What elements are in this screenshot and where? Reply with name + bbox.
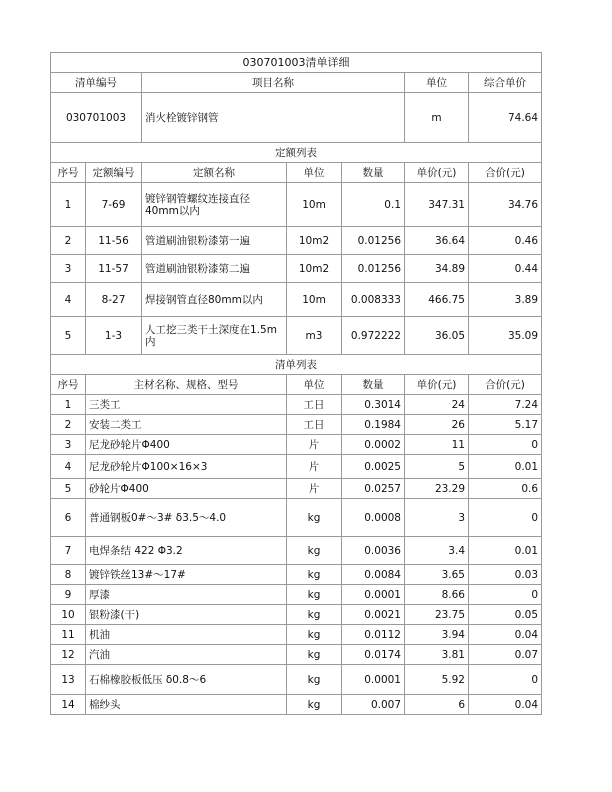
- material-unit: 片: [287, 435, 342, 455]
- material-name: 电焊条结 422 Φ3.2: [86, 537, 287, 565]
- material-name: 机油: [86, 625, 287, 645]
- material-name: 砂轮片Φ400: [86, 479, 287, 499]
- quota-section-row: [51, 143, 542, 163]
- quota-row: [51, 283, 542, 317]
- quota-qty: 0.1: [342, 183, 405, 227]
- material-unit: kg: [287, 605, 342, 625]
- material-section-title: 清单列表: [51, 355, 542, 375]
- material-qty-header: 数量: [342, 375, 405, 395]
- quota-header-row: [51, 163, 542, 183]
- quota-code: 11-56: [86, 227, 142, 255]
- quota-seq: 2: [51, 227, 86, 255]
- quota-price: 34.89: [405, 255, 469, 283]
- material-header-row: [51, 375, 542, 395]
- material-row: [51, 665, 542, 695]
- quota-name-header: 定额名称: [142, 163, 287, 183]
- material-row: [51, 415, 542, 435]
- material-seq: 12: [51, 645, 86, 665]
- quota-name: 焊接钢管直径80mm以内: [142, 283, 287, 317]
- quota-seq: 5: [51, 317, 86, 355]
- quota-name: 人工挖三类干土深度在1.5m内: [142, 317, 287, 355]
- material-name: 安装二类工: [86, 415, 287, 435]
- material-seq-header: 序号: [51, 375, 86, 395]
- material-name: 镀锌铁丝13#～17#: [86, 565, 287, 585]
- material-total: 0.05: [469, 605, 542, 625]
- material-row: [51, 645, 542, 665]
- material-unit: kg: [287, 565, 342, 585]
- material-total-header: 合价(元): [469, 375, 542, 395]
- quota-section-title: 定额列表: [51, 143, 542, 163]
- material-name: 三类工: [86, 395, 287, 415]
- material-qty: 0.007: [342, 695, 405, 715]
- material-seq: 2: [51, 415, 86, 435]
- material-price: 5: [405, 455, 469, 479]
- quota-price: 36.64: [405, 227, 469, 255]
- material-price: 3.65: [405, 565, 469, 585]
- bill-name-header: 项目名称: [142, 73, 405, 93]
- quota-seq: 4: [51, 283, 86, 317]
- quota-qty: 0.972222: [342, 317, 405, 355]
- quota-total: 35.09: [469, 317, 542, 355]
- bill-unit: m: [405, 93, 469, 143]
- quota-qty-header: 数量: [342, 163, 405, 183]
- bill-row: [51, 93, 542, 143]
- material-name: 汽油: [86, 645, 287, 665]
- material-total: 0: [469, 665, 542, 695]
- quota-name: 管道刷油银粉漆第二遍: [142, 255, 287, 283]
- material-unit: kg: [287, 537, 342, 565]
- material-name: 厚漆: [86, 585, 287, 605]
- material-seq: 9: [51, 585, 86, 605]
- material-qty: 0.0084: [342, 565, 405, 585]
- material-price: 23.29: [405, 479, 469, 499]
- material-unit: 片: [287, 455, 342, 479]
- material-row: [51, 605, 542, 625]
- title-row: [51, 53, 542, 73]
- material-qty: 0.0112: [342, 625, 405, 645]
- material-unit: kg: [287, 499, 342, 537]
- material-rows: [51, 395, 542, 715]
- quota-unit-header: 单位: [287, 163, 342, 183]
- quota-row: [51, 255, 542, 283]
- material-price: 26: [405, 415, 469, 435]
- material-qty: 0.3014: [342, 395, 405, 415]
- bill-price: 74.64: [469, 93, 542, 143]
- quota-total: 0.44: [469, 255, 542, 283]
- quota-rows: [51, 183, 542, 355]
- quota-total: 3.89: [469, 283, 542, 317]
- quota-seq: 1: [51, 183, 86, 227]
- material-total: 0: [469, 499, 542, 537]
- bill-name: 消火栓镀锌钢管: [142, 93, 405, 143]
- material-qty: 0.0008: [342, 499, 405, 537]
- material-seq: 3: [51, 435, 86, 455]
- material-row: [51, 565, 542, 585]
- material-price: 24: [405, 395, 469, 415]
- material-total: 0.04: [469, 695, 542, 715]
- material-qty: 0.0001: [342, 665, 405, 695]
- quota-name: 管道刷油银粉漆第一遍: [142, 227, 287, 255]
- quota-total-header: 合价(元): [469, 163, 542, 183]
- material-total: 0: [469, 435, 542, 455]
- material-price: 5.92: [405, 665, 469, 695]
- material-seq: 11: [51, 625, 86, 645]
- material-total: 0: [469, 585, 542, 605]
- material-qty: 0.0036: [342, 537, 405, 565]
- material-seq: 13: [51, 665, 86, 695]
- material-qty: 0.1984: [342, 415, 405, 435]
- material-seq: 14: [51, 695, 86, 715]
- material-name: 棉纱头: [86, 695, 287, 715]
- material-qty: 0.0174: [342, 645, 405, 665]
- material-name: 尼龙砂轮片Φ400: [86, 435, 287, 455]
- bill-code-header: 清单编号: [51, 73, 142, 93]
- material-qty: 0.0025: [342, 455, 405, 479]
- material-total: 0.04: [469, 625, 542, 645]
- quota-total: 0.46: [469, 227, 542, 255]
- quota-code-header: 定额编号: [86, 163, 142, 183]
- bill-header-row: [51, 73, 542, 93]
- quota-row: [51, 183, 542, 227]
- material-unit: 工日: [287, 395, 342, 415]
- material-total: 5.17: [469, 415, 542, 435]
- quota-unit: m3: [287, 317, 342, 355]
- material-unit: kg: [287, 695, 342, 715]
- page-title: 030701003清单详细: [51, 53, 542, 73]
- material-row: [51, 695, 542, 715]
- material-row: [51, 625, 542, 645]
- material-qty: 0.0001: [342, 585, 405, 605]
- material-name: 银粉漆(干): [86, 605, 287, 625]
- material-unit: kg: [287, 585, 342, 605]
- material-row: [51, 585, 542, 605]
- material-seq: 8: [51, 565, 86, 585]
- material-price: 3.81: [405, 645, 469, 665]
- quota-unit: 10m2: [287, 255, 342, 283]
- quota-seq: 3: [51, 255, 86, 283]
- material-unit-header: 单位: [287, 375, 342, 395]
- material-name: 石棉橡胶板低压 δ0.8～6: [86, 665, 287, 695]
- quota-price-header: 单价(元): [405, 163, 469, 183]
- material-row: [51, 435, 542, 455]
- material-row: [51, 455, 542, 479]
- material-price: 8.66: [405, 585, 469, 605]
- material-row: [51, 499, 542, 537]
- material-unit: kg: [287, 665, 342, 695]
- bill-price-header: 综合单价: [469, 73, 542, 93]
- quota-seq-header: 序号: [51, 163, 86, 183]
- material-seq: 4: [51, 455, 86, 479]
- quota-code: 8-27: [86, 283, 142, 317]
- quota-price: 347.31: [405, 183, 469, 227]
- material-price: 6: [405, 695, 469, 715]
- material-name: 尼龙砂轮片Φ100×16×3: [86, 455, 287, 479]
- material-price: 3: [405, 499, 469, 537]
- quota-price: 466.75: [405, 283, 469, 317]
- material-seq: 6: [51, 499, 86, 537]
- material-row: [51, 395, 542, 415]
- material-row: [51, 479, 542, 499]
- quota-total: 34.76: [469, 183, 542, 227]
- material-price: 3.4: [405, 537, 469, 565]
- material-unit: 片: [287, 479, 342, 499]
- material-qty: 0.0257: [342, 479, 405, 499]
- material-unit: kg: [287, 625, 342, 645]
- quota-unit: 10m: [287, 183, 342, 227]
- material-total: 0.01: [469, 455, 542, 479]
- material-total: 0.6: [469, 479, 542, 499]
- material-seq: 10: [51, 605, 86, 625]
- quota-qty: 0.01256: [342, 227, 405, 255]
- bill-code: 030701003: [51, 93, 142, 143]
- material-total: 7.24: [469, 395, 542, 415]
- material-total: 0.03: [469, 565, 542, 585]
- quota-unit: 10m2: [287, 227, 342, 255]
- material-row: [51, 537, 542, 565]
- bill-unit-header: 单位: [405, 73, 469, 93]
- material-seq: 7: [51, 537, 86, 565]
- material-seq: 1: [51, 395, 86, 415]
- material-name-header: 主材名称、规格、型号: [86, 375, 287, 395]
- quota-qty: 0.008333: [342, 283, 405, 317]
- material-unit: kg: [287, 645, 342, 665]
- quota-price: 36.05: [405, 317, 469, 355]
- quota-code: 11-57: [86, 255, 142, 283]
- quota-unit: 10m: [287, 283, 342, 317]
- material-section-row: [51, 355, 542, 375]
- material-seq: 5: [51, 479, 86, 499]
- quota-qty: 0.01256: [342, 255, 405, 283]
- material-qty: 0.0002: [342, 435, 405, 455]
- material-name: 普通钢板0#～3# δ3.5～4.0: [86, 499, 287, 537]
- bill-detail-table: [50, 52, 542, 715]
- quota-row: [51, 227, 542, 255]
- quota-code: 1-3: [86, 317, 142, 355]
- material-price: 3.94: [405, 625, 469, 645]
- material-unit: 工日: [287, 415, 342, 435]
- material-price: 11: [405, 435, 469, 455]
- material-price-header: 单价(元): [405, 375, 469, 395]
- material-price: 23.75: [405, 605, 469, 625]
- quota-row: [51, 317, 542, 355]
- material-total: 0.01: [469, 537, 542, 565]
- quota-name: 镀锌钢管螺纹连接直径40mm以内: [142, 183, 287, 227]
- material-qty: 0.0021: [342, 605, 405, 625]
- quota-code: 7-69: [86, 183, 142, 227]
- material-total: 0.07: [469, 645, 542, 665]
